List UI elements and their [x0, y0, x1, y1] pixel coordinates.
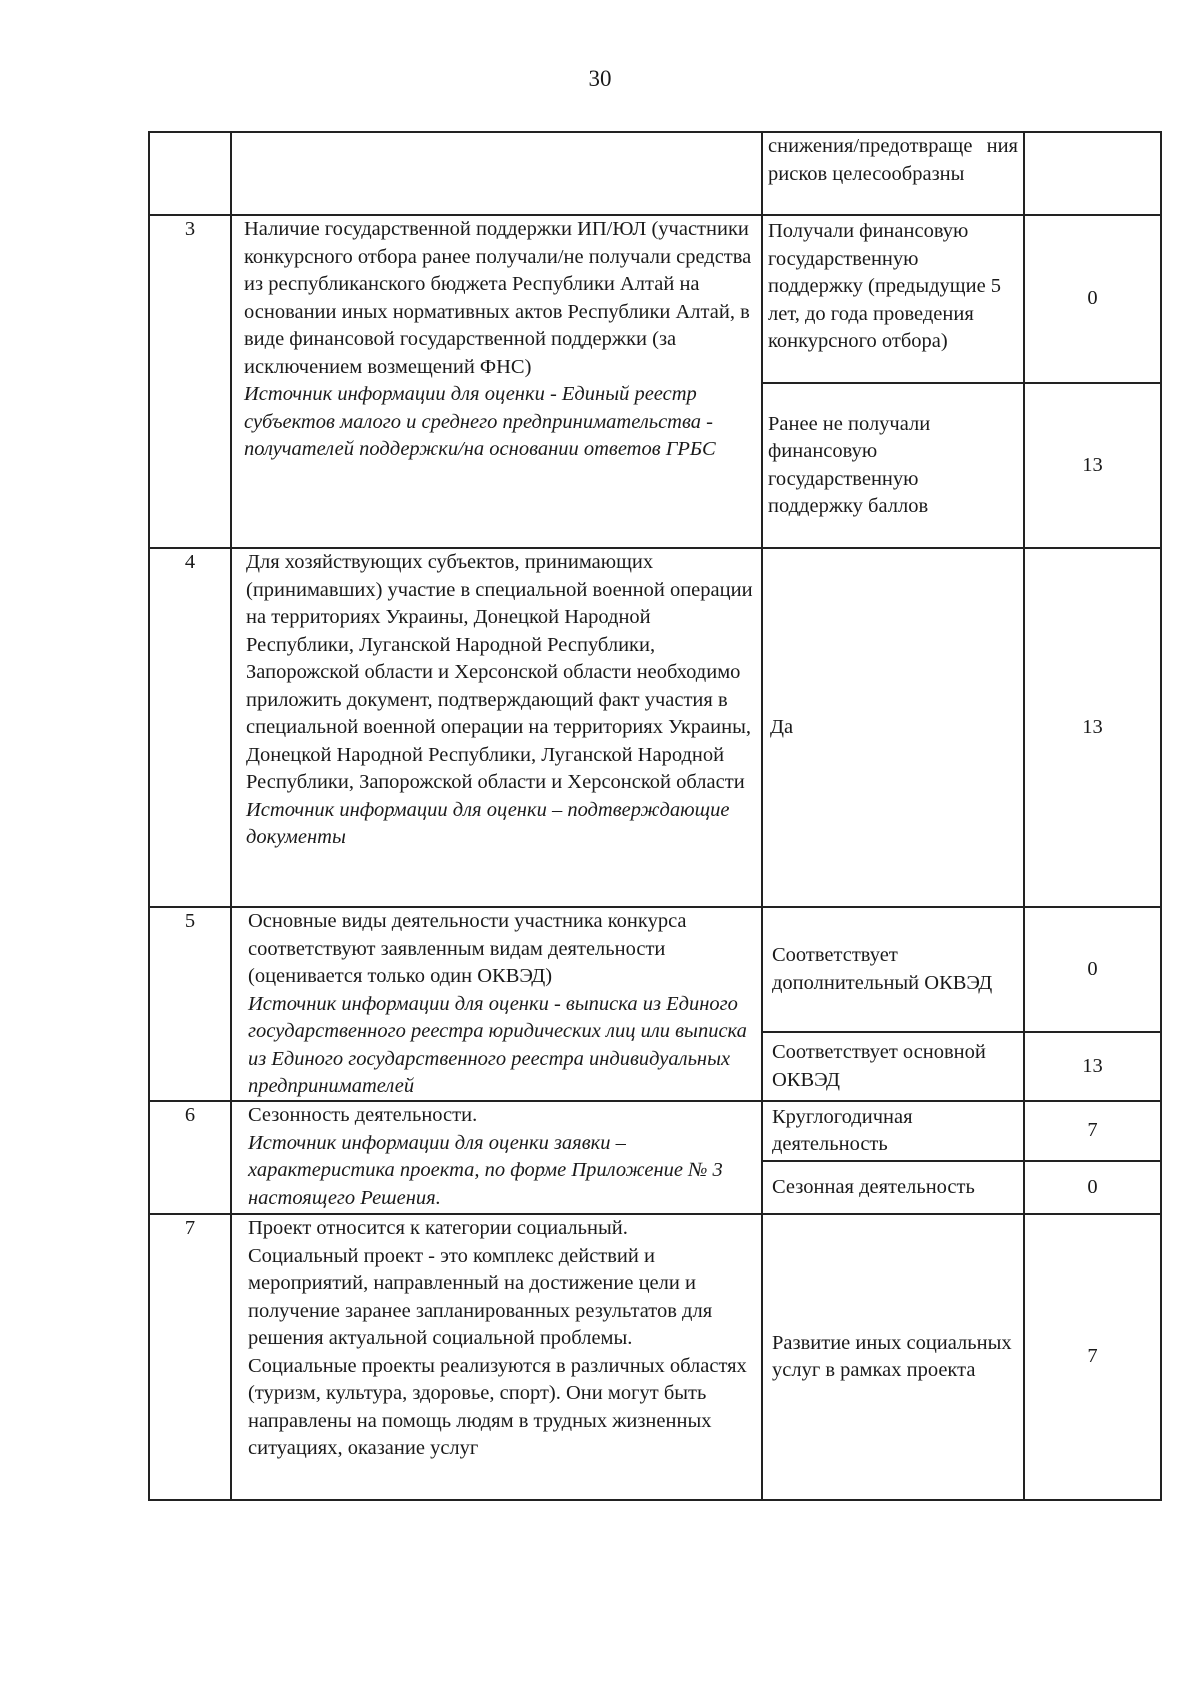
option-cell — [770, 549, 1020, 906]
option-cell — [772, 908, 1017, 1031]
criterion-source: Источник информации для оценки – подтверждающие документы — [246, 798, 730, 848]
criterion-cell — [246, 549, 756, 852]
row-number: 3 — [184, 218, 196, 240]
criterion-source: Источник информации для оценки - Единый реестр субъектов малого и среднего предпринимательства - получателей поддержки/на основании ответов ГРБС — [244, 383, 716, 460]
criterion-cell — [248, 908, 758, 1101]
option-text: Сезонная деятельность — [772, 1175, 975, 1198]
option-cell — [772, 1162, 1022, 1213]
score-value: 7 — [1087, 1119, 1098, 1142]
option-cell — [768, 384, 1018, 547]
option-text: Развитие иных социальных услуг в рамках проекта — [772, 1331, 1012, 1381]
score-value: 13 — [1082, 715, 1103, 738]
score-value: 0 — [1087, 1175, 1098, 1198]
score-value: 13 — [1082, 453, 1103, 476]
criterion-cell — [244, 216, 756, 464]
criterion-cell — [248, 1102, 758, 1212]
score-value: 0 — [1087, 287, 1098, 310]
criterion-source: Источник информации для оценки - выписка из Единого государственного реестра юридических лиц или выписка из Единого государственного реестра индивидуальных предпринимателей — [248, 992, 747, 1097]
option-text: Да — [770, 715, 794, 738]
row-number: 6 — [184, 1104, 196, 1126]
score-value: 0 — [1087, 957, 1098, 980]
criterion-text: Для хозяйствующих субъектов, принимающих (принимавших) участие в специальной военной операции на территориях Украины, Донецкой Народной Республики, Луганской Народной Республики, Запорожской области и Херсонской области необходимо приложить документ, подтверждающий факт участия в специальной военной операции на территориях Украины, Донецкой Народной Республики, Луганской Народной Республики, Запорожской области и Херсонской области — [246, 551, 753, 793]
row-number: 7 — [184, 1217, 196, 1239]
row-number: 5 — [184, 910, 196, 932]
criterion-text: Социальные проекты реализуются в различных областях (туризм, культура, здоровье, спорт). Они могут быть направлены на помощь людям в трудных жизненных ситуациях, оказание услуг — [248, 1354, 747, 1459]
criterion-cell — [248, 1215, 758, 1463]
option-text: Соответствует дополнительный ОКВЭД — [772, 944, 993, 994]
page-number: 30 — [588, 66, 612, 91]
score-value: 13 — [1082, 1054, 1103, 1077]
option-cell — [772, 1102, 1017, 1160]
continued-option-text: снижения/предотвраще ния рисков целесообразны — [768, 135, 1018, 185]
row-number: 4 — [184, 551, 196, 573]
criterion-text: Социальный проект - это комплекс действий и мероприятий, направленный на достижение цели и получение заранее запланированных результатов для решения актуальной социальной проблемы. — [248, 1244, 713, 1349]
option-text: Круглогодичная деятельность — [772, 1105, 913, 1155]
criterion-text: Наличие государственной поддержки ИП/ЮЛ (участники конкурсного отбора ранее получали/не получали средства из республиканского бюджета Республики Алтай на основании иных нормативных актов Республики Алтай, в виде финансовой государственной поддержки (за исключением возмещений ФНС) — [244, 218, 752, 378]
criterion-text: Проект относится к категории социальный. — [248, 1217, 628, 1239]
criterion-source: Источник информации для оценки заявки – характеристика проекта, по форме Приложение № 3 настоящего Решения. — [248, 1131, 723, 1209]
criterion-text: Сезонность деятельности. — [248, 1104, 478, 1126]
option-text: Ранее не получали финансовую государственную поддержку баллов — [768, 412, 931, 517]
option-cell — [772, 1215, 1012, 1499]
criterion-text: Основные виды деятельности участника конкурса соответствуют заявленным видам деятельности (оценивается только один ОКВЭД) — [248, 910, 687, 987]
score-value: 7 — [1087, 1345, 1098, 1368]
option-cell — [772, 1033, 1017, 1100]
option-text: Соответствует основной ОКВЭД — [772, 1041, 986, 1091]
option-text: Получали финансовую государственную поддержку (предыдущие 5 лет, до года проведения конкурсного отбора) — [768, 220, 1002, 352]
